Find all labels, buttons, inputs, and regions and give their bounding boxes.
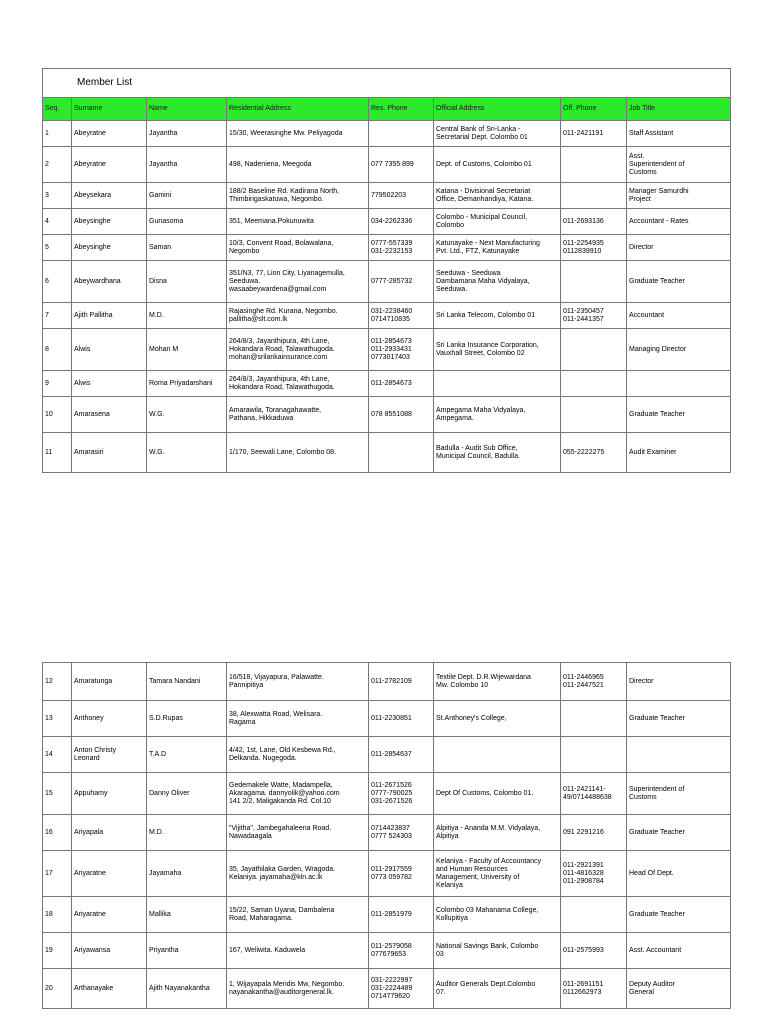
res-phone-cell: 034-2262336: [369, 209, 434, 235]
res-phone-cell: 0714423837 0777 524303: [369, 815, 434, 851]
member-row: [43, 397, 731, 433]
member-list-sheet-page-2: [42, 662, 730, 1009]
job-title-cell: Manager Samurdhi Project: [627, 183, 731, 209]
residential-address-cell: 264/8/3, Jayanthipura, 4th Lane, Hokandara Road, Talawathugoda.: [227, 371, 369, 397]
seq-cell: 11: [43, 433, 72, 473]
name-cell: Gamini: [147, 183, 227, 209]
job-title-cell: [627, 737, 731, 773]
job-title-cell: Graduate Teacher: [627, 701, 731, 737]
header-residential-address: Residential Address: [227, 98, 369, 121]
surname-cell: Amarasiri: [72, 433, 147, 473]
official-address-cell: Auditor Generals Dept.Colombo 07.: [434, 969, 561, 1009]
res-phone-cell: 011-2579058 077679653: [369, 933, 434, 969]
seq-cell: 5: [43, 235, 72, 261]
residential-address-cell: 264/8/3, Jayanthipura, 4th Lane, Hokandara Road, Talawathugoda. mohan@srilankainsurance.com: [227, 329, 369, 371]
member-row: [43, 815, 731, 851]
job-title-cell: Graduate Teacher: [627, 397, 731, 433]
official-address-cell: St.Anthoney's College,: [434, 701, 561, 737]
job-title-cell: Staff Assistant: [627, 121, 731, 147]
official-address-cell: [434, 371, 561, 397]
off-phone-cell: 011-2921391 011-4816328 011-2908784: [561, 851, 627, 897]
header-off-phone: Off. Phone: [561, 98, 627, 121]
member-row: [43, 701, 731, 737]
official-address-cell: Colombo - Municipal Council, Colombo: [434, 209, 561, 235]
residential-address-cell: 167, Weliwita. Kaduwela: [227, 933, 369, 969]
seq-cell: 2: [43, 147, 72, 183]
res-phone-cell: 011-2917559 0773 059782: [369, 851, 434, 897]
member-row: [43, 209, 731, 235]
name-cell: S.D.Rupas: [147, 701, 227, 737]
off-phone-cell: 011-2421141- 49/0714488638: [561, 773, 627, 815]
off-phone-cell: 011-2691151 0112662973: [561, 969, 627, 1009]
name-cell: M.D.: [147, 815, 227, 851]
off-phone-cell: 011-2421191: [561, 121, 627, 147]
off-phone-cell: [561, 183, 627, 209]
surname-cell: Amarasena: [72, 397, 147, 433]
official-address-cell: National Savings Bank, Colombo 03: [434, 933, 561, 969]
official-address-cell: Central Bank of Sri-Lanka - Secretarial Dept. Colombo 01: [434, 121, 561, 147]
surname-cell: Amaratunga: [72, 663, 147, 701]
seq-cell: 1: [43, 121, 72, 147]
name-cell: Mohan M: [147, 329, 227, 371]
official-address-cell: Katunayake - Next Manufacturing Pvt. Ltd., FTZ, Katunayake: [434, 235, 561, 261]
member-row: [43, 737, 731, 773]
name-cell: Danny Oliver: [147, 773, 227, 815]
official-address-cell: Colombo 03 Mahanama College, Kollupitiya: [434, 897, 561, 933]
off-phone-cell: 011-2575993: [561, 933, 627, 969]
res-phone-cell: 078 8551088: [369, 397, 434, 433]
seq-cell: 18: [43, 897, 72, 933]
residential-address-cell: 498, Nadeniena, Meegoda: [227, 147, 369, 183]
name-cell: Priyantha: [147, 933, 227, 969]
off-phone-cell: [561, 147, 627, 183]
name-cell: T.A.D: [147, 737, 227, 773]
res-phone-cell: 011-2671526 0777-790025 031-2671526: [369, 773, 434, 815]
res-phone-cell: 011-2782109: [369, 663, 434, 701]
surname-cell: Abeywardhana: [72, 261, 147, 303]
official-address-cell: Kelaniya - Faculty of Accountancy and Human Resources Management, University of Kelaniya: [434, 851, 561, 897]
res-phone-cell: 011-2851979: [369, 897, 434, 933]
official-address-cell: Katana - Divisional Secretariat Office, Demanhandiya, Katana.: [434, 183, 561, 209]
member-row: [43, 183, 731, 209]
official-address-cell: Sri Lanka Telecom, Colombo 01: [434, 303, 561, 329]
name-cell: W.G.: [147, 433, 227, 473]
member-table-page-2: [42, 662, 731, 1009]
res-phone-cell: 011-2854637: [369, 737, 434, 773]
residential-address-cell: 4/42, 1st, Lane, Old Kesbewa Rd., Delkanda. Nugegoda.: [227, 737, 369, 773]
residential-address-cell: Amarawila, Toranagahawatte, Pathana, Hikkaduwa: [227, 397, 369, 433]
off-phone-cell: 011-2350457 011-2441357: [561, 303, 627, 329]
surname-cell: Ajith Pallitha: [72, 303, 147, 329]
residential-address-cell: 38, Alexwatta Road, Welisara. Ragama: [227, 701, 369, 737]
seq-cell: 17: [43, 851, 72, 897]
seq-cell: 9: [43, 371, 72, 397]
official-address-cell: Seeduwa - Seeduwa Dambamana Maha Vidyalaya, Seeduwa.: [434, 261, 561, 303]
res-phone-cell: 031-2222997 031-2224489 0714779620: [369, 969, 434, 1009]
surname-cell: Abeyratne: [72, 121, 147, 147]
residential-address-cell: 15/22, Saman Uyana, Dambalena Road, Maharagama.: [227, 897, 369, 933]
seq-cell: 20: [43, 969, 72, 1009]
seq-cell: 7: [43, 303, 72, 329]
official-address-cell: Sri Lanka Insurance Corporation, Vauxhall Street, Colombo 02: [434, 329, 561, 371]
seq-cell: 8: [43, 329, 72, 371]
job-title-cell: Accountant - Rates: [627, 209, 731, 235]
surname-cell: Ariyaratne: [72, 851, 147, 897]
member-table-page-1: [42, 68, 731, 473]
job-title-cell: Graduate Teacher: [627, 815, 731, 851]
surname-cell: Alwis: [72, 371, 147, 397]
residential-address-cell: 15/30, Weerasinghe Mw. Peliyagoda: [227, 121, 369, 147]
surname-cell: Abeysinghe: [72, 235, 147, 261]
job-title-cell: Asst. Superintendent of Customs: [627, 147, 731, 183]
member-row: [43, 329, 731, 371]
official-address-cell: Ampegama Maha Vidyalaya, Ampegama.: [434, 397, 561, 433]
name-cell: Roma Priyadarshani: [147, 371, 227, 397]
job-title-cell: Audit Examiner: [627, 433, 731, 473]
res-phone-cell: [369, 433, 434, 473]
res-phone-cell: 0777-285732: [369, 261, 434, 303]
seq-cell: 14: [43, 737, 72, 773]
seq-cell: 12: [43, 663, 72, 701]
job-title-cell: Accountant: [627, 303, 731, 329]
residential-address-cell: 188/2 Baseline Rd. Kadirana North, Thimbirigaskatuwa, Negombo.: [227, 183, 369, 209]
name-cell: Gunasoma: [147, 209, 227, 235]
official-address-cell: Alpitiya - Ananda M.M. Vidyalaya, Alpitiya: [434, 815, 561, 851]
res-phone-cell: [369, 121, 434, 147]
member-row: [43, 235, 731, 261]
name-cell: Disna: [147, 261, 227, 303]
surname-cell: Ariyapala: [72, 815, 147, 851]
res-phone-cell: 077 7355 899: [369, 147, 434, 183]
off-phone-cell: 011-2254935 0112839910: [561, 235, 627, 261]
name-cell: Jayamaha: [147, 851, 227, 897]
off-phone-cell: [561, 329, 627, 371]
surname-cell: Ariyawansa: [72, 933, 147, 969]
seq-cell: 13: [43, 701, 72, 737]
name-cell: Mallika: [147, 897, 227, 933]
job-title-cell: Graduate Teacher: [627, 897, 731, 933]
surname-cell: Anthoney: [72, 701, 147, 737]
surname-cell: Abeysinghe: [72, 209, 147, 235]
header-res-phone: Res. Phone: [369, 98, 434, 121]
surname-cell: Ariyaratne: [72, 897, 147, 933]
name-cell: Saman: [147, 235, 227, 261]
header-job-title: Job Title: [627, 98, 731, 121]
member-row: [43, 969, 731, 1009]
name-cell: M.D.: [147, 303, 227, 329]
res-phone-cell: 0777-557339 031-2232153: [369, 235, 434, 261]
residential-address-cell: 351/N3, 77, Lion City, Liyanagemulla, Seeduwa. wasaabeywardena@gmail.com: [227, 261, 369, 303]
official-address-cell: Dept Of Customs, Colombo 01.: [434, 773, 561, 815]
residential-address-cell: 16/518, Vijayapura, Palawatte. Pannipitiya: [227, 663, 369, 701]
off-phone-cell: [561, 371, 627, 397]
name-cell: Tamara Nandani: [147, 663, 227, 701]
member-row: [43, 433, 731, 473]
seq-cell: 10: [43, 397, 72, 433]
job-title-cell: Director: [627, 663, 731, 701]
member-list-title: Member List: [43, 69, 731, 98]
header-name: Name: [147, 98, 227, 121]
seq-cell: 16: [43, 815, 72, 851]
surname-cell: Abeyratne: [72, 147, 147, 183]
member-row: [43, 147, 731, 183]
seq-cell: 4: [43, 209, 72, 235]
job-title-cell: Asst. Accountant: [627, 933, 731, 969]
member-list-sheet-page-1: [42, 68, 730, 473]
job-title-cell: Graduate Teacher: [627, 261, 731, 303]
off-phone-cell: 091 2291216: [561, 815, 627, 851]
official-address-cell: [434, 737, 561, 773]
surname-cell: Alwis: [72, 329, 147, 371]
residential-address-cell: 351, Meemana.Pokunuwita: [227, 209, 369, 235]
surname-cell: Appuhamy: [72, 773, 147, 815]
residential-address-cell: Rajasinghe Rd. Kurana, Negombo. pallitha@slt.com.lk: [227, 303, 369, 329]
residential-address-cell: 1, Wijayapala Mendis Mw, Negombo. nayanakantha@auditorgeneral.lk.: [227, 969, 369, 1009]
seq-cell: 15: [43, 773, 72, 815]
job-title-cell: [627, 371, 731, 397]
surname-cell: Arthanayake: [72, 969, 147, 1009]
member-row: [43, 303, 731, 329]
off-phone-cell: [561, 897, 627, 933]
name-cell: W.G.: [147, 397, 227, 433]
member-row: [43, 261, 731, 303]
off-phone-cell: 055-2222275: [561, 433, 627, 473]
member-row: [43, 663, 731, 701]
member-row: [43, 371, 731, 397]
header-surname: Surname: [72, 98, 147, 121]
name-cell: Ajith Nayanakantha: [147, 969, 227, 1009]
member-row: [43, 773, 731, 815]
job-title-cell: Deputy Auditor General: [627, 969, 731, 1009]
name-cell: Jayantha: [147, 121, 227, 147]
res-phone-cell: 779502203: [369, 183, 434, 209]
member-row: [43, 897, 731, 933]
official-address-cell: Badulla - Audit Sub Office, Municipal Council, Badulla.: [434, 433, 561, 473]
job-title-cell: Managing Director: [627, 329, 731, 371]
job-title-cell: Director: [627, 235, 731, 261]
member-row: [43, 851, 731, 897]
off-phone-cell: 011-2446965 011-2447521: [561, 663, 627, 701]
name-cell: Jayantha: [147, 147, 227, 183]
res-phone-cell: 031-2238460 0714710835: [369, 303, 434, 329]
off-phone-cell: [561, 261, 627, 303]
column-header-row: [43, 98, 731, 121]
seq-cell: 6: [43, 261, 72, 303]
residential-address-cell: 10/3, Convent Road, Bolawalana, Negombo: [227, 235, 369, 261]
res-phone-cell: 011-2230851: [369, 701, 434, 737]
residential-address-cell: 35, Jayathilaka Garden, Wragoda. Kelaniya. jayamaha@kln.ac.lk: [227, 851, 369, 897]
job-title-cell: Superintendent of Customs: [627, 773, 731, 815]
residential-address-cell: "Vijitha", Jambegahaleena Road. Nawadaagala: [227, 815, 369, 851]
member-row: [43, 121, 731, 147]
seq-cell: 19: [43, 933, 72, 969]
residential-address-cell: 1/170, Seewali Lane, Colombo 08.: [227, 433, 369, 473]
header-seq: Seq.: [43, 98, 72, 121]
off-phone-cell: [561, 397, 627, 433]
surname-cell: Anton Christy Leonard: [72, 737, 147, 773]
official-address-cell: Textile Dept. D.R.Wijewardana Mw. Colombo 10: [434, 663, 561, 701]
header-official-address: Official Address: [434, 98, 561, 121]
seq-cell: 3: [43, 183, 72, 209]
off-phone-cell: 011-2693136: [561, 209, 627, 235]
res-phone-cell: 011-2854673 011-2933431 0773017403: [369, 329, 434, 371]
member-row: [43, 933, 731, 969]
res-phone-cell: 011-2854673: [369, 371, 434, 397]
off-phone-cell: [561, 737, 627, 773]
official-address-cell: Dept. of Customs, Colombo 01: [434, 147, 561, 183]
surname-cell: Abeysekara: [72, 183, 147, 209]
off-phone-cell: [561, 701, 627, 737]
residential-address-cell: Gedemakele Watte, Madampella, Akaragama. dannyolik@yahoo.com 141 2/2, Maligakanda Rd. Col.10: [227, 773, 369, 815]
job-title-cell: Head Of Dept.: [627, 851, 731, 897]
